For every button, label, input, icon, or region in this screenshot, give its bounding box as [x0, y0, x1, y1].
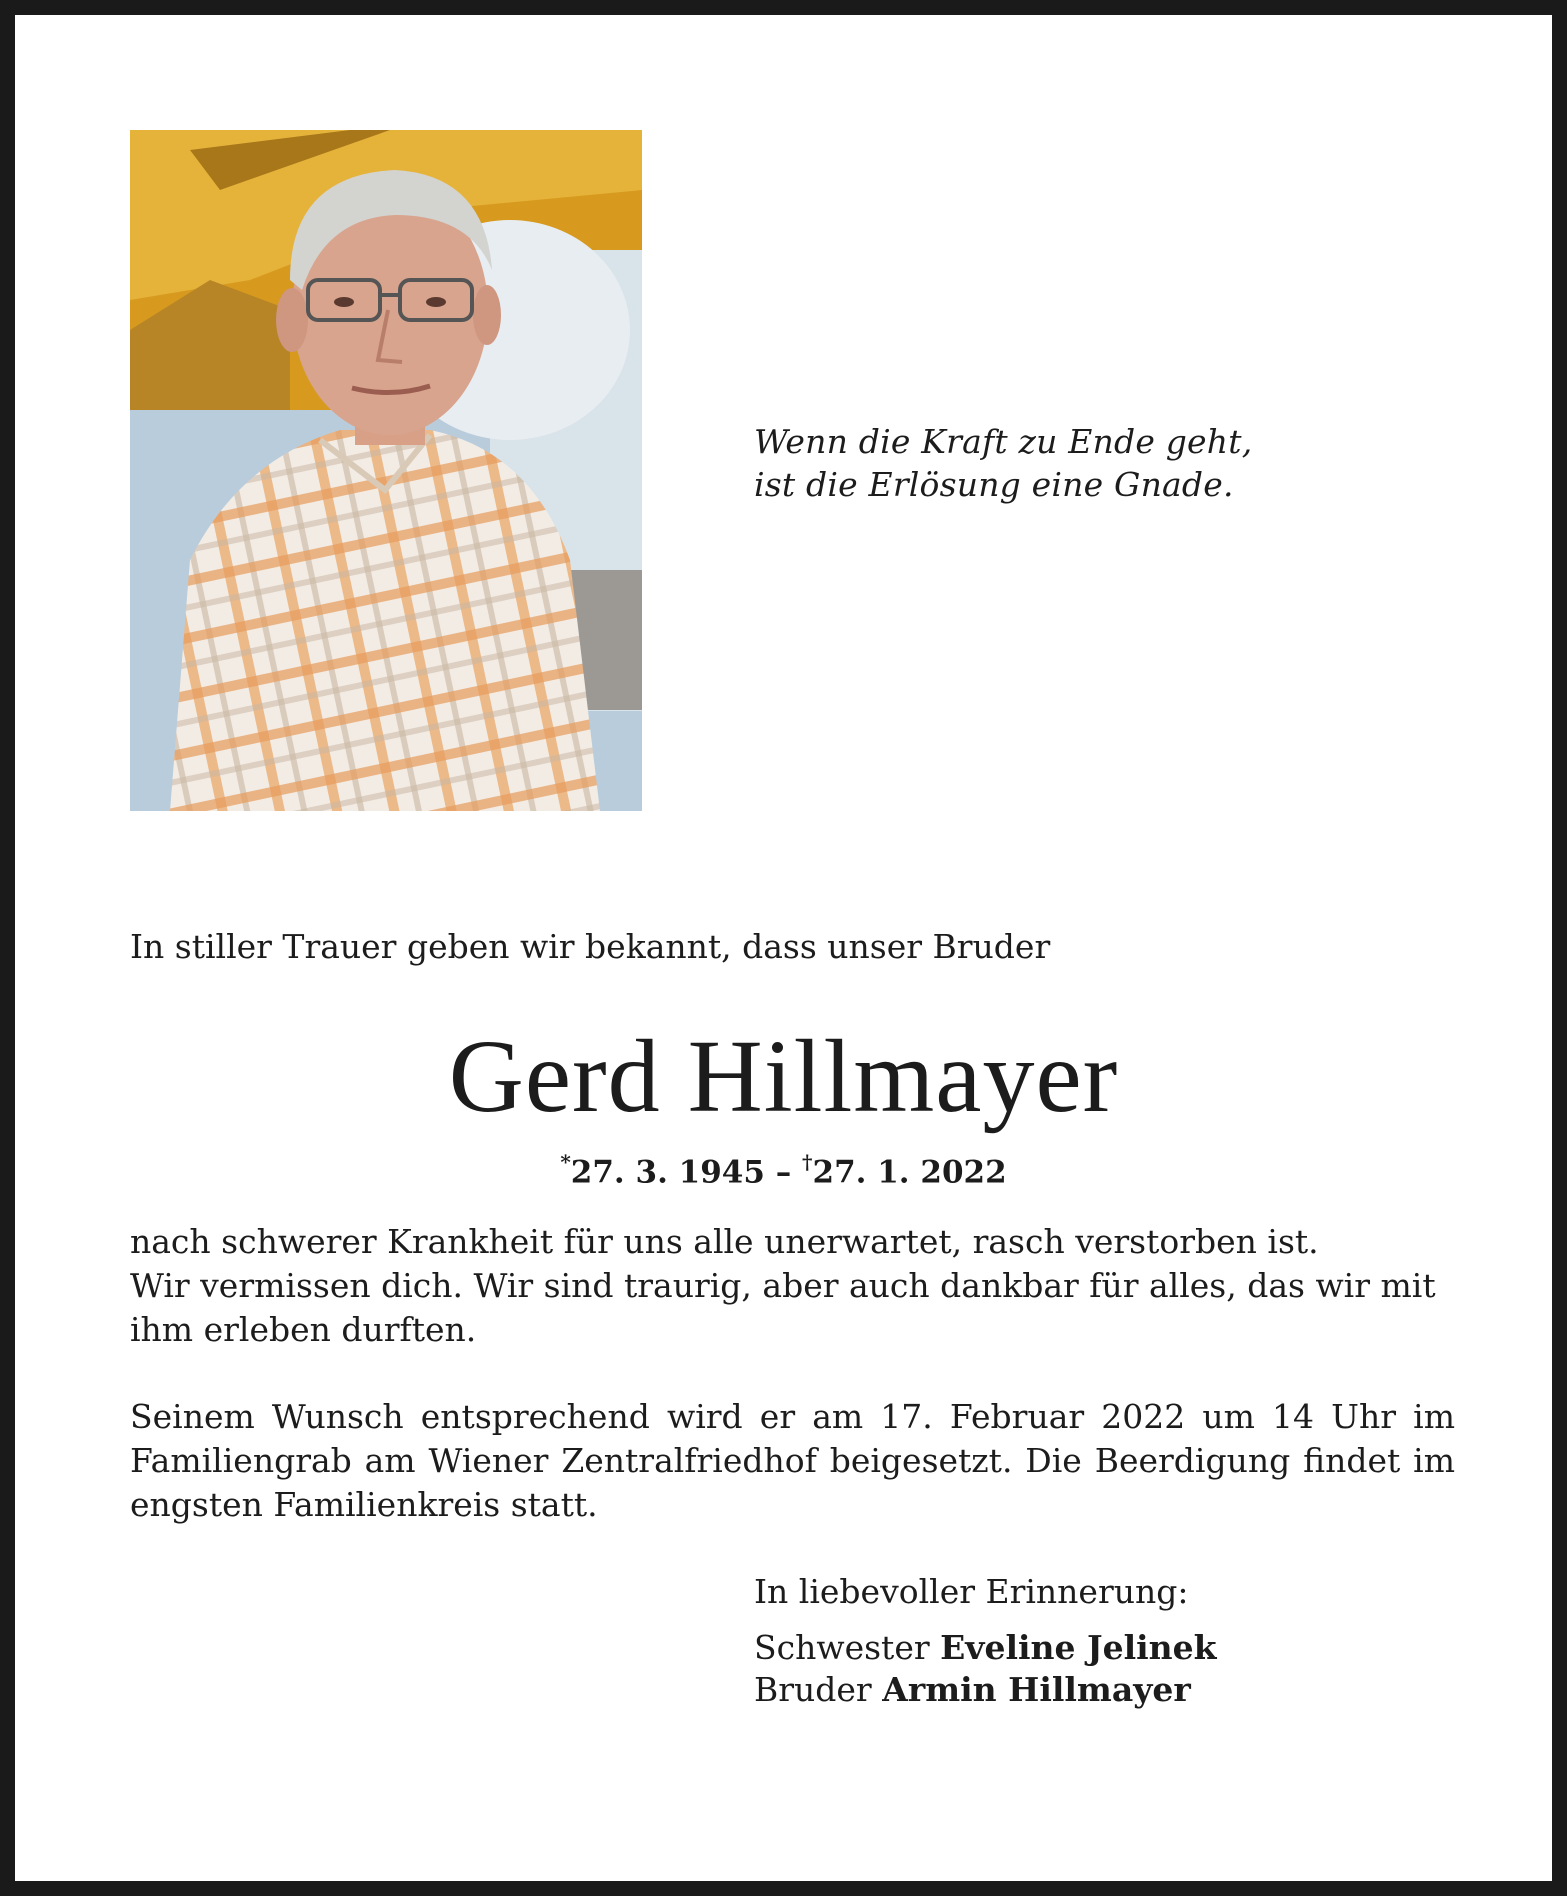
obituary-card: [15, 15, 1552, 1881]
signers-list: [754, 1627, 1217, 1711]
signer-row: [754, 1627, 1217, 1669]
signer-relation: Schwester: [754, 1628, 930, 1667]
portrait-photo: [130, 130, 642, 811]
signer-relation: Bruder: [754, 1670, 872, 1709]
death-date: 27. 1. 2022: [812, 1154, 1007, 1191]
life-dates: [15, 1144, 1552, 1192]
birth-date: 27. 3. 1945: [570, 1154, 765, 1191]
deceased-name: Gerd Hillmayer: [448, 1019, 1119, 1134]
motto-line-2: ist die Erlösung eine Gnade.: [754, 465, 1234, 504]
announcement-paragraph: [130, 1220, 1455, 1352]
birth-symbol: *: [560, 1150, 571, 1174]
intro-text: In stiller Trauer geben wir bekannt, dass unser Bruder: [130, 927, 1051, 966]
announcement-line-1: nach schwerer Krankheit für uns alle unerwartet, rasch verstorben ist.: [130, 1222, 1319, 1261]
funeral-details-paragraph: Seinem Wunsch entsprechend wird er am 17. Februar 2022 um 14 Uhr im Familiengrab am Wiener Zentralfriedhof beigesetzt. Die Beerdigung findet im engsten Familienkreis statt.: [130, 1397, 1455, 1524]
signer-name: Armin Hillmayer: [882, 1670, 1191, 1709]
announcement-line-2: Wir vermissen dich. Wir sind traurig, aber auch dankbar für alles, das wir mit: [130, 1266, 1436, 1305]
signer-row: [754, 1669, 1217, 1711]
announcement-line-3: ihm erleben durften.: [130, 1310, 477, 1349]
motto-line-1: Wenn die Kraft zu Ende geht,: [754, 422, 1253, 461]
date-separator: –: [764, 1154, 803, 1191]
motto-quote: [754, 420, 1252, 506]
signer-name: Eveline Jelinek: [940, 1628, 1217, 1667]
death-symbol: †: [802, 1150, 813, 1174]
closing-phrase: In liebevoller Erinnerung:: [754, 1572, 1189, 1611]
